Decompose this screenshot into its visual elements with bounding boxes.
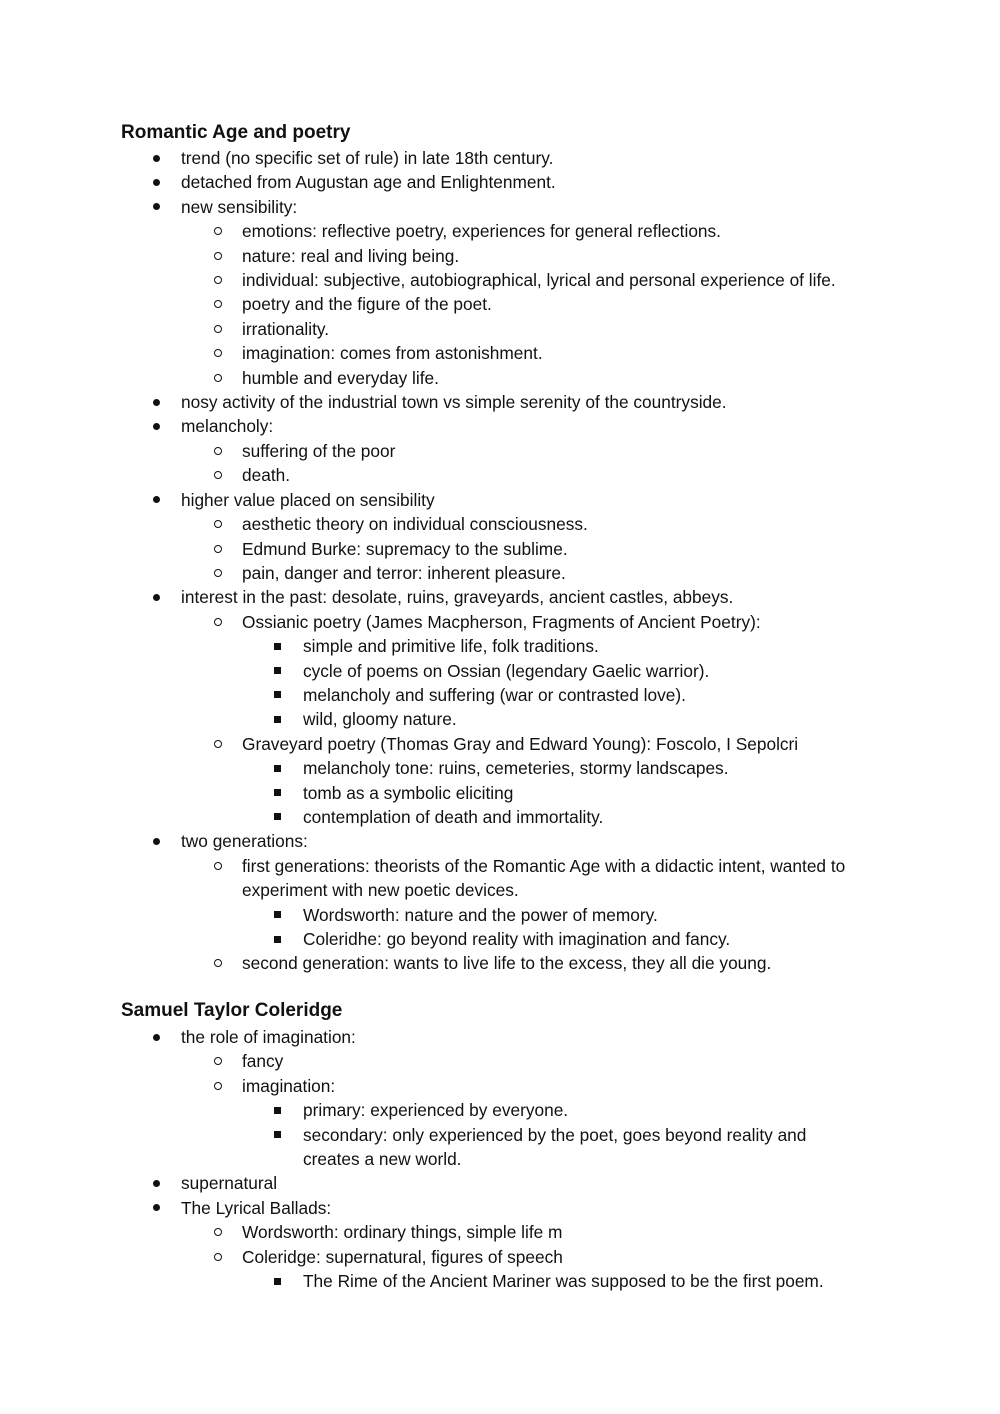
list-item-level-3 xyxy=(0,634,1000,658)
list-item-text: The Lyrical Ballads: xyxy=(181,1197,332,1218)
list-item-level-1 xyxy=(0,488,1000,512)
list-item-level-2 xyxy=(0,341,1000,365)
list-item-level-1 xyxy=(0,390,1000,414)
list-item-level-3 xyxy=(0,659,1000,683)
list-item-level-2 xyxy=(0,1049,1000,1073)
list-item-level-2 xyxy=(0,951,1000,975)
list-item-level-3 xyxy=(0,781,1000,805)
list-item-level-2 xyxy=(0,854,872,903)
list-item-level-3 xyxy=(0,1123,848,1172)
list-item-text: Coleridge: supernatural, figures of speech xyxy=(242,1246,563,1267)
list-item-text: Graveyard poetry (Thomas Gray and Edward Young): Foscolo, I Sepolcri xyxy=(242,733,799,754)
bullet-circle-icon xyxy=(214,276,222,284)
list-item-text: death. xyxy=(242,465,291,486)
list-item-level-1 xyxy=(0,1171,1000,1195)
list-item-text: fancy xyxy=(242,1051,284,1072)
bullet-circle-icon xyxy=(214,374,222,382)
list-item-level-1 xyxy=(0,414,1000,438)
list-item-text: Coleridhe: go beyond reality with imagination and fancy. xyxy=(303,929,731,949)
list-item-level-2 xyxy=(0,244,1000,268)
bullet-disc-icon xyxy=(153,838,160,845)
bullet-square-icon xyxy=(274,936,281,943)
list-item-level-2 xyxy=(0,1220,1000,1244)
bullet-square-icon xyxy=(274,1278,281,1285)
list-item-text: aesthetic theory on individual consciousness. xyxy=(242,514,588,535)
list-item-text: detached from Augustan age and Enlightenment. xyxy=(181,172,556,193)
list-item-level-2 xyxy=(0,610,1000,634)
list-item-text: imagination: xyxy=(242,1075,336,1096)
bullet-square-icon xyxy=(274,691,281,698)
bullet-circle-icon xyxy=(214,227,222,235)
list-item-text: Wordsworth: nature and the power of memory. xyxy=(303,904,658,925)
bullet-square-icon xyxy=(274,813,281,820)
list-item-level-3 xyxy=(0,707,1000,731)
list-item-level-2 xyxy=(0,366,1000,390)
list-item-text: individual: subjective, autobiographical, lyrical and personal experience of life. xyxy=(242,270,836,291)
list-item-level-2 xyxy=(0,732,1000,756)
bullet-circle-icon xyxy=(214,1253,222,1261)
list-item-text: pain, danger and terror: inherent pleasure. xyxy=(242,562,566,583)
bullet-disc-icon xyxy=(153,399,160,406)
list-item-text: nature: real and living being. xyxy=(242,245,460,266)
list-item-text: nosy activity of the industrial town vs simple serenity of the countryside. xyxy=(181,392,727,413)
list-item-level-1 xyxy=(0,585,1000,609)
list-item-text: trend (no specific set of rule) in late 18th century. xyxy=(181,148,554,168)
list-item-text: irrationality. xyxy=(242,318,330,339)
list-item-level-2 xyxy=(0,537,1000,561)
bullet-disc-icon xyxy=(153,203,160,210)
bullet-disc-icon xyxy=(153,155,160,162)
bullet-square-icon xyxy=(274,643,281,650)
bullet-disc-icon xyxy=(153,179,160,186)
bullet-list-romantic-age xyxy=(0,146,1000,976)
bullet-square-icon xyxy=(274,1107,281,1114)
list-item-text: first generations: theorists of the Romantic Age with a didactic intent, wanted to experiment with new poetic devices. xyxy=(242,855,846,901)
list-item-level-3 xyxy=(0,1269,1000,1293)
list-item-text: suffering of the poor xyxy=(242,440,396,461)
section-title-romantic-age: Romantic Age and poetry xyxy=(121,122,351,143)
list-item-level-3 xyxy=(0,927,1000,951)
list-item-level-3 xyxy=(0,903,1000,927)
list-item-text: cycle of poems on Ossian (legendary Gaelic warrior). xyxy=(303,660,710,681)
bullet-square-icon xyxy=(274,765,281,772)
list-item-level-3 xyxy=(0,683,1000,707)
bullet-square-icon xyxy=(274,667,281,674)
bullet-circle-icon xyxy=(214,447,222,455)
bullet-circle-icon xyxy=(214,1082,222,1090)
bullet-disc-icon xyxy=(153,1180,160,1187)
list-item-text: two generations: xyxy=(181,831,308,852)
section-title-coleridge: Samuel Taylor Coleridge xyxy=(121,1000,343,1021)
bullet-disc-icon xyxy=(153,1034,160,1041)
bullet-circle-icon xyxy=(214,959,222,967)
bullet-circle-icon xyxy=(214,618,222,626)
bullet-square-icon xyxy=(274,789,281,796)
bullet-circle-icon xyxy=(214,1057,222,1065)
list-item-level-2 xyxy=(0,1245,1000,1269)
list-item-text: secondary: only experienced by the poet, goes beyond reality and creates a new world. xyxy=(303,1124,807,1170)
list-item-text: higher value placed on sensibility xyxy=(181,489,435,510)
list-item-text: interest in the past: desolate, ruins, graveyards, ancient castles, abbeys. xyxy=(181,587,734,608)
bullet-circle-icon xyxy=(214,569,222,577)
bullet-circle-icon xyxy=(214,545,222,553)
bullet-square-icon xyxy=(274,911,281,918)
bullet-disc-icon xyxy=(153,423,160,430)
list-item-level-1 xyxy=(0,170,1000,194)
list-item-text: imagination: comes from astonishment. xyxy=(242,343,543,364)
list-item-text: The Rime of the Ancient Mariner was supposed to be the first poem. xyxy=(303,1271,824,1292)
bullet-circle-icon xyxy=(214,520,222,528)
bullet-disc-icon xyxy=(153,496,160,503)
bullet-list-coleridge xyxy=(0,1025,1000,1293)
list-item-text: tomb as a symbolic eliciting xyxy=(303,782,514,803)
list-item-text: melancholy: xyxy=(181,416,274,437)
list-item-text: melancholy and suffering (war or contrasted love). xyxy=(303,684,686,705)
list-item-text: primary: experienced by everyone. xyxy=(303,1100,569,1121)
list-item-text: new sensibility: xyxy=(181,196,298,217)
list-item-level-1 xyxy=(0,829,1000,853)
bullet-circle-icon xyxy=(214,862,222,870)
bullet-circle-icon xyxy=(214,325,222,333)
bullet-circle-icon xyxy=(214,1228,222,1236)
bullet-circle-icon xyxy=(214,300,222,308)
list-item-text: Ossianic poetry (James Macpherson, Fragments of Ancient Poetry): xyxy=(242,611,761,632)
list-item-level-2 xyxy=(0,463,1000,487)
bullet-square-icon xyxy=(274,1131,281,1138)
list-item-text: wild, gloomy nature. xyxy=(303,709,457,730)
bullet-circle-icon xyxy=(214,252,222,260)
bullet-circle-icon xyxy=(214,740,222,748)
list-item-level-3 xyxy=(0,756,1000,780)
bullet-circle-icon xyxy=(214,349,222,357)
list-item-text: second generation: wants to live life to the excess, they all die young. xyxy=(242,953,772,974)
bullet-disc-icon xyxy=(153,1204,160,1211)
list-item-level-2 xyxy=(0,268,1000,292)
list-item-level-2 xyxy=(0,439,1000,463)
list-item-level-2 xyxy=(0,219,1000,243)
list-item-text: the role of imagination: xyxy=(181,1027,356,1047)
list-item-level-3 xyxy=(0,805,1000,829)
list-item-level-1 xyxy=(0,1196,1000,1220)
bullet-disc-icon xyxy=(153,594,160,601)
list-item-level-2 xyxy=(0,317,1000,341)
list-item-text: emotions: reflective poetry, experiences for general reflections. xyxy=(242,221,721,242)
list-item-text: contemplation of death and immortality. xyxy=(303,806,604,827)
list-item-text: supernatural xyxy=(181,1173,278,1194)
list-item-text: humble and everyday life. xyxy=(242,367,439,388)
bullet-square-icon xyxy=(274,716,281,723)
list-item-text: poetry and the figure of the poet. xyxy=(242,294,492,315)
list-item-text: Edmund Burke: supremacy to the sublime. xyxy=(242,538,568,559)
list-item-level-2 xyxy=(0,561,1000,585)
list-item-level-2 xyxy=(0,292,1000,316)
list-item-level-1 xyxy=(0,146,1000,170)
list-item-text: Wordsworth: ordinary things, simple life m xyxy=(242,1222,563,1243)
list-item-level-1 xyxy=(0,195,1000,219)
list-item-text: simple and primitive life, folk traditions. xyxy=(303,636,599,657)
list-item-text: melancholy tone: ruins, cemeteries, stormy landscapes. xyxy=(303,758,729,779)
list-item-level-1 xyxy=(0,1025,1000,1049)
list-item-level-3 xyxy=(0,1098,1000,1122)
bullet-circle-icon xyxy=(214,471,222,479)
list-item-level-2 xyxy=(0,512,1000,536)
list-item-level-2 xyxy=(0,1074,1000,1098)
